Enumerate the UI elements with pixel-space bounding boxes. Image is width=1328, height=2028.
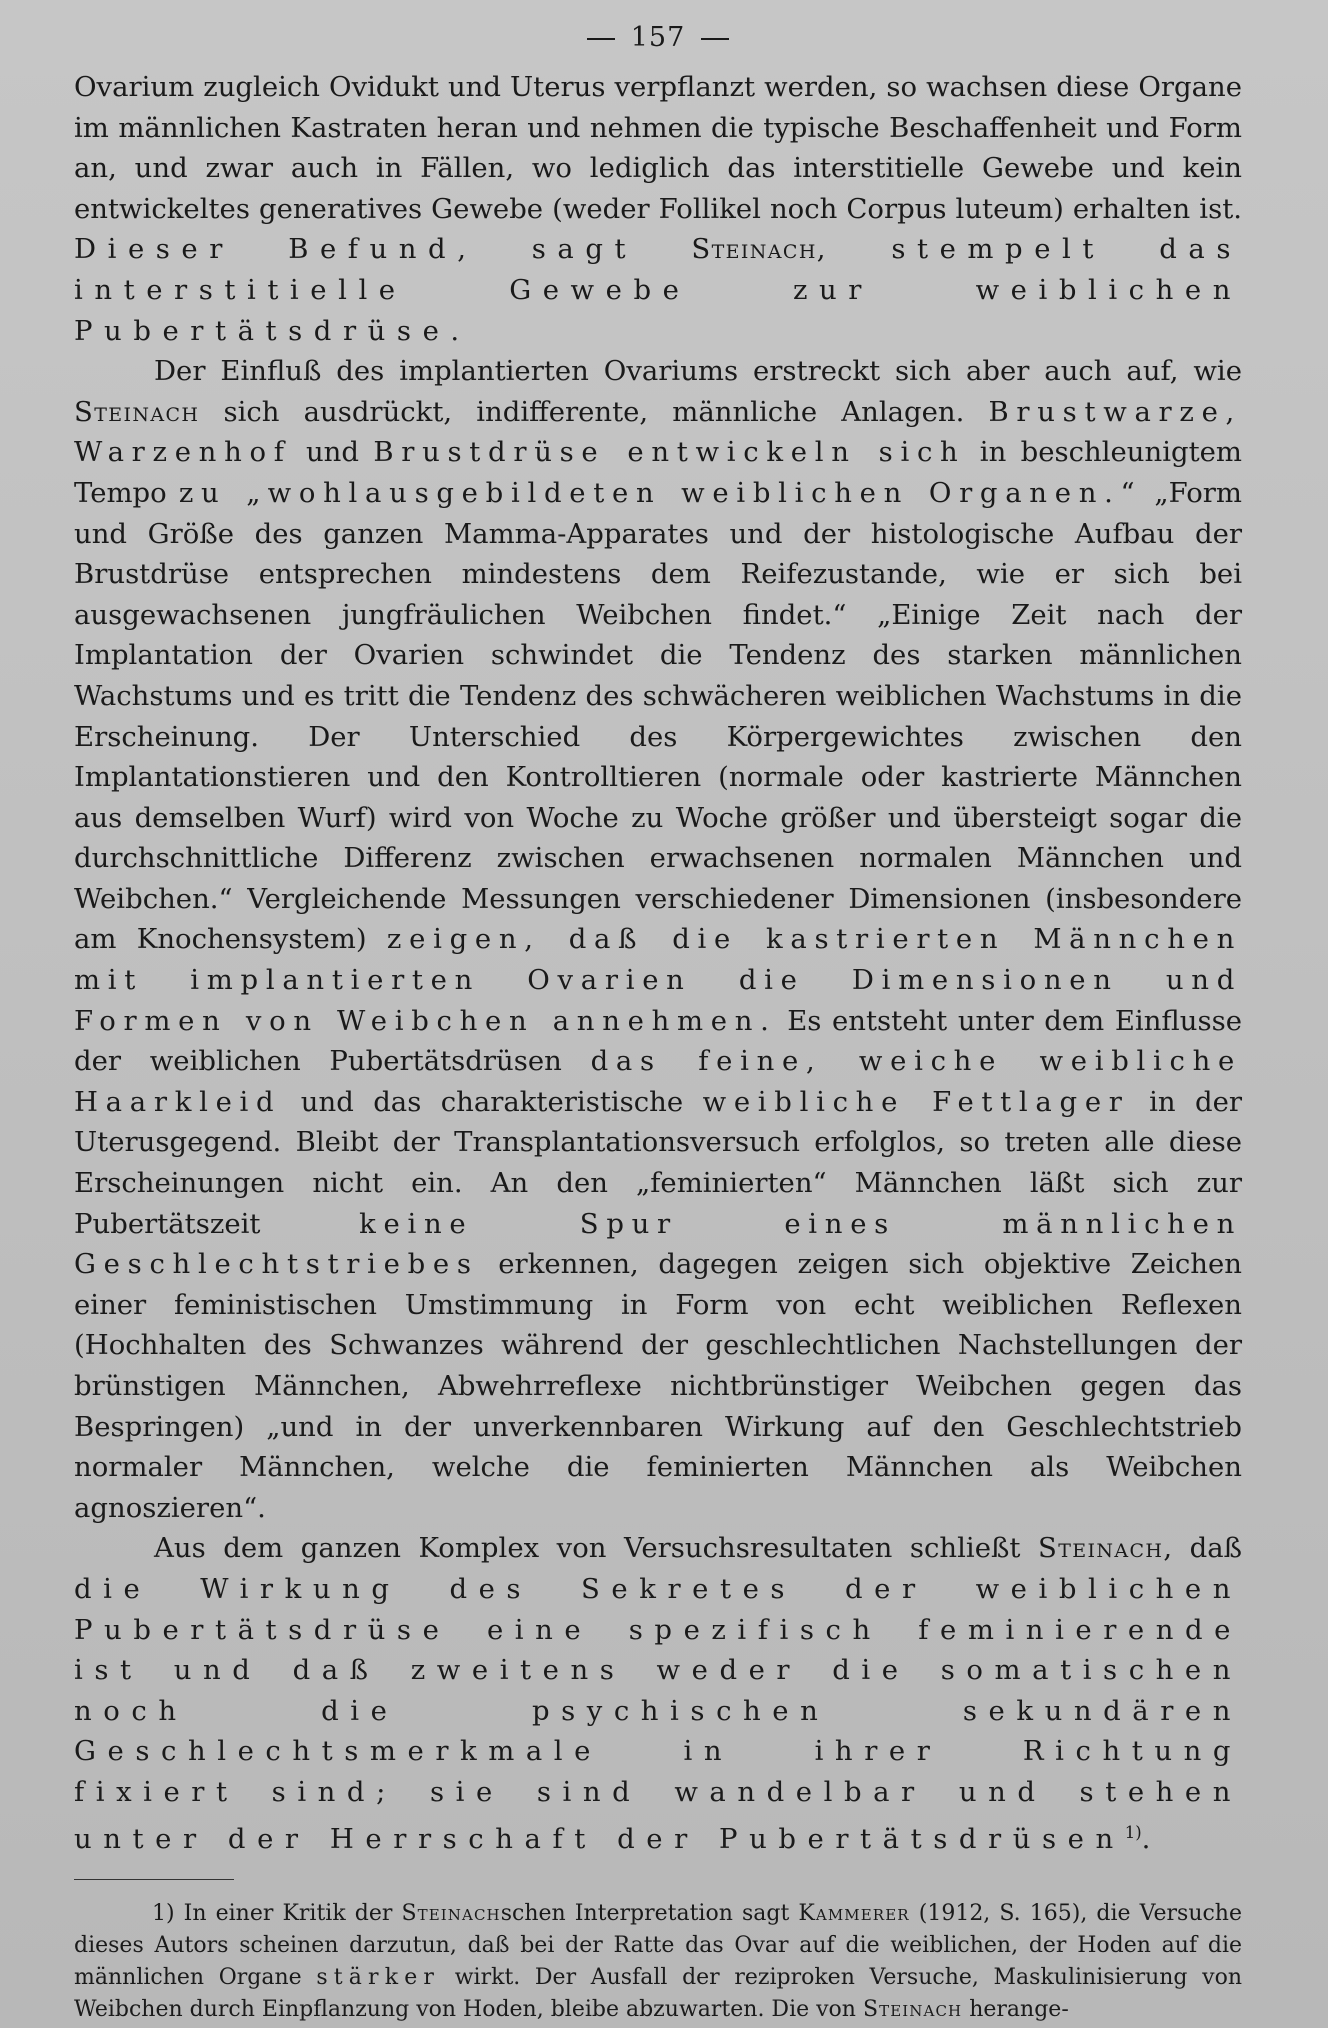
footnote-marker: 1) [1124, 1822, 1142, 1842]
footnote-paragraph [74, 1898, 1242, 2026]
text-run: 1) In einer Kritik der [152, 1901, 402, 1927]
text-run: Kammerer [798, 1901, 910, 1927]
text-run: das feine, weiche weibliche Haarkleid [74, 1045, 1242, 1118]
page-number-header [74, 22, 1242, 53]
text-run: zu „wohlausgebildeten weiblichen Organen.“ [178, 476, 1143, 509]
text-run: Es entsteht unter dem Einflusse der weiblichen Pubertätsdrüsen [74, 1004, 1242, 1078]
text-run: Der Einfluß des implantierten Ovariums erstreckt sich aber auch auf, wie [154, 355, 1242, 388]
text-run: Steinach [1037, 1532, 1164, 1565]
text-run: Brustwarze, Warzenhof [74, 395, 1242, 469]
text-run: „Form und Größe des ganzen Mamma-Apparates und der histologische Aufbau der Brustdrüse entsprechen mindestens dem Reifezustande, wie er sich bei ausgewachsenen jungfräulichen Weibchen findet.“ „Einige Zeit nach der Implantation der Ovarien schwindet die Tendenz des starken männlichen Wachstums und es tritt die Tendenz des schwächeren weiblichen Wachstums in die Erscheinung. Der Unterschied des Körpergewichtes zwischen den Implantationstieren und den Kontrolltieren (normale oder kastrierte Männchen aus demselben Wurf) wird von Woche zu Woche größer und übersteigt sogar die durchschnittliche Differenz zwischen erwachsenen normalen Männchen und Weibchen.“ Vergleichende Messungen verschiedener Dimensionen (insbesondere am Knochensystem) [74, 476, 1242, 956]
paragraph [74, 67, 1242, 351]
text-run: Brustdrüse entwickeln sich [373, 436, 966, 469]
text-run: erkennen, dagegen zeigen sich objektive Zeichen einer feministischen Umstimmung in Form von echt weiblichen Reflexen (Hochhalten des Schwanzes während der geschlechtlichen Nachstellungen der brünstigen Männchen, Abwehrreflexe nichtbrünstiger Weibchen gegen das Bespringen) „und in der unverkennbaren Wirkung auf den Geschlechtstrieb normaler Männchen, welche die feminierten Männchen als Weibchen agnoszieren“. [74, 1248, 1242, 1524]
text-run: , daß [1163, 1532, 1242, 1565]
paragraph [74, 1528, 1242, 1859]
text-run: und das charakteristische [281, 1085, 703, 1118]
text-run: Steinach [862, 1997, 963, 2023]
text-run: Steinach [74, 395, 200, 428]
body-text [74, 67, 1242, 1859]
paragraph [74, 351, 1242, 1528]
header-dash-right [701, 38, 729, 40]
text-run: (1912, S. 165), die Versuche dieses Autors scheinen darzutun, daß bei der Ratte das Ovar auf die weiblichen, der Hoden auf die männlichen Organe [74, 1901, 1242, 1991]
text-run: zeigen, daß die kastrierten Männchen mit implantierten Ovarien die Dimensionen und Formen von Weibchen annehmen. [74, 923, 1242, 1037]
text-run: herange- [962, 1997, 1069, 2023]
text-run: in beschleunigtem Tempo [74, 436, 1243, 509]
text-run: Aus dem ganzen Komplex von Versuchsresultaten schließt [154, 1532, 1038, 1565]
text-run: schen Interpretation sagt [500, 1901, 799, 1927]
text-run: und [291, 436, 374, 469]
text-run: , stempelt das interstitielle Gewebe zur weiblichen Pubertätsdrüse. [74, 233, 1243, 347]
text-run: wirkt. Der Ausfall der reziproken Versuche, Maskulinisierung von Weibchen durch Einpflanzung von Hoden, bleibe abzuwarten. Die von [74, 1965, 1242, 2023]
text-run: Steinach [401, 1901, 501, 1927]
text-run: Ovarium zugleich Ovidukt und Uterus verpflanzt werden, so wachsen diese Organe im männlichen Kastraten heran und nehmen die typische Beschaffenheit und Form an, und zwar auch in Fällen, wo lediglich das interstitielle Gewebe und kein entwickeltes generatives Gewebe (weder Follikel noch Corpus luteum) erhalten ist. [74, 71, 1242, 225]
text-run: Steinach [691, 233, 817, 266]
footnote [74, 1898, 1242, 2026]
text-run: in der Uterusgegend. Bleibt der Transplantationsversuch erfolglos, so treten alle diese Erscheinungen nicht ein. An den „feminierten“ Männchen läßt sich zur Pubertätszeit [74, 1085, 1243, 1240]
text-run: Dieser Befund, sagt [74, 233, 692, 266]
footnote-rule [74, 1879, 234, 1880]
header-dash-left [587, 38, 615, 40]
text-run: stärker [316, 1965, 441, 1991]
text-run: sich ausdrückt, indifferente, männliche Anlagen. [199, 395, 989, 428]
text-run: weibliche Fettlager [702, 1085, 1130, 1118]
text-run: die Wirkung des Sekretes der weiblichen Pubertätsdrüse eine spezifisch feminierende ist und daß zweitens weder die somatischen noch die psychischen sekundären Geschlechtsmerkmale in ihrer Richtung fixiert sind; sie sind wandelbar und stehen unter der Herrschaft der Pubertätsdrüsen [74, 1572, 1242, 1855]
text-run: . [1141, 1822, 1151, 1855]
text-run: keine Spur eines männlichen Geschlechtstriebes [74, 1207, 1242, 1281]
page-number: 157 [630, 22, 686, 53]
